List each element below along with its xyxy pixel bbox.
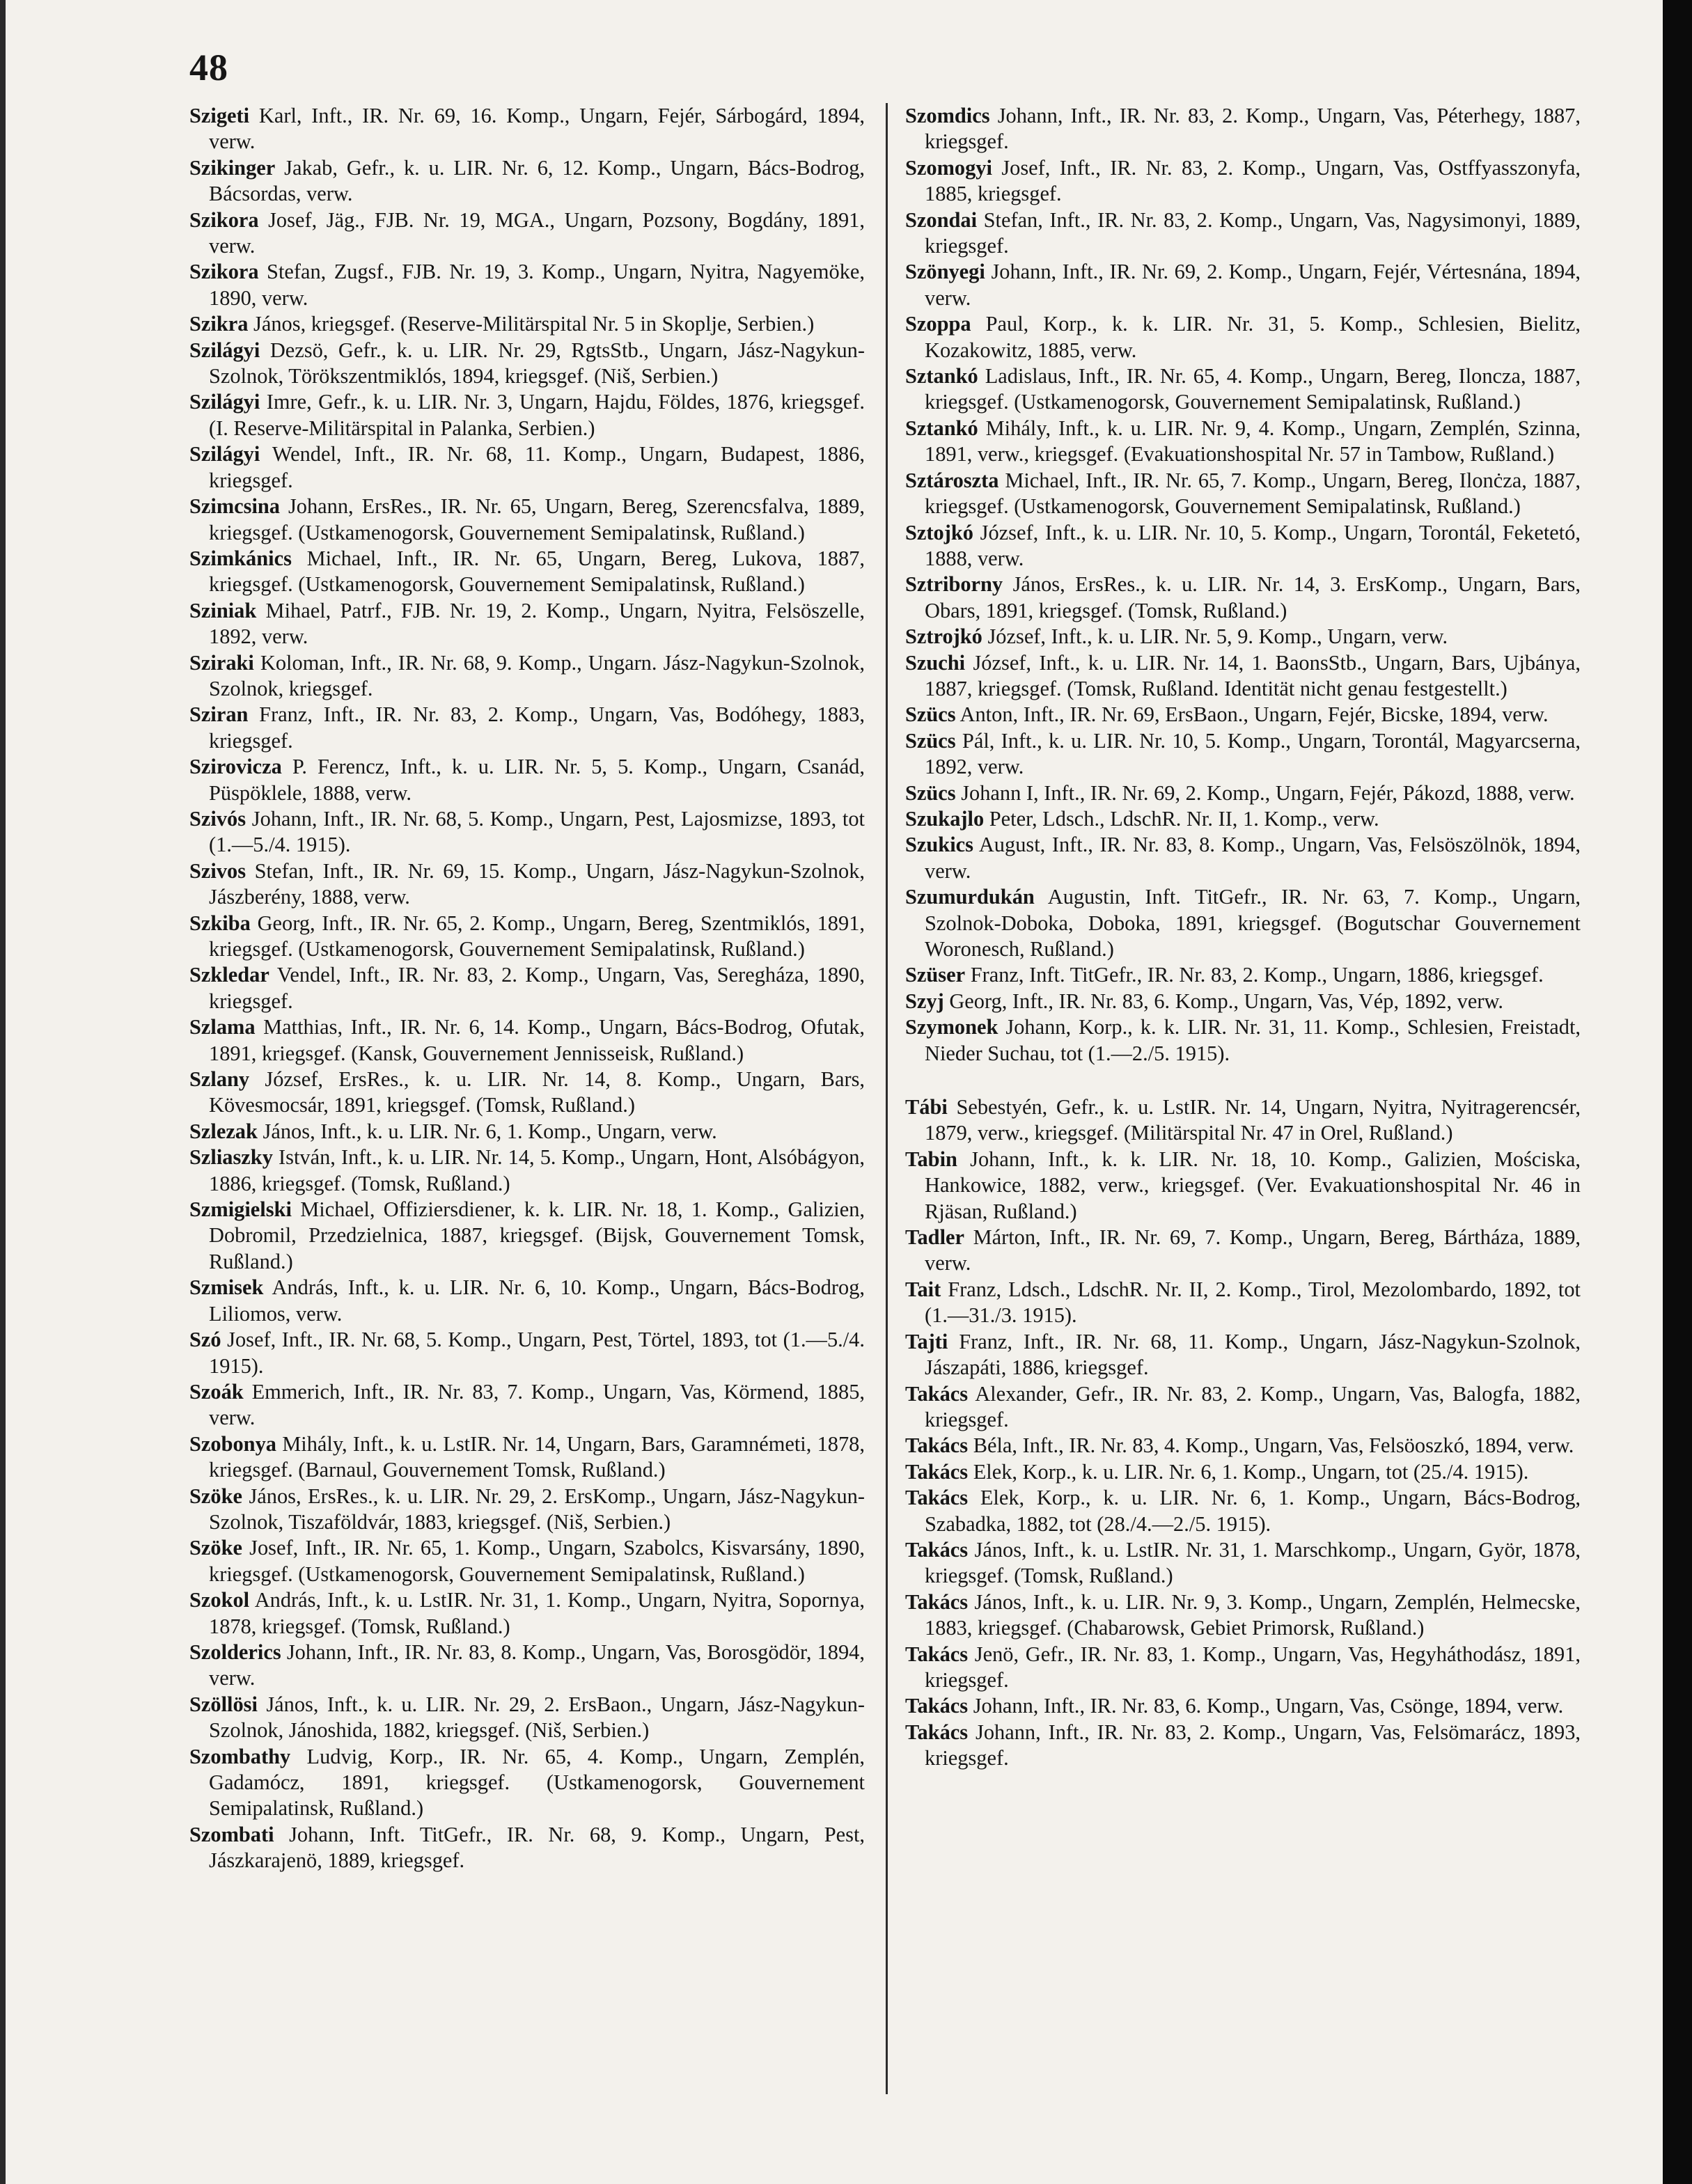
- entry-details: András, Inft., k. u. LstIR. Nr. 31, 1. Komp., Ungarn, Nyitra, Sopornya, 1878, kriegsgef. (Tomsk, Rußland.): [209, 1588, 865, 1638]
- register-entry: [905, 1433, 1581, 1459]
- register-entry: [905, 1277, 1581, 1329]
- register-entry: [905, 1537, 1581, 1589]
- register-entry: [189, 1067, 865, 1119]
- register-entry: [189, 598, 865, 650]
- register-entry: [905, 962, 1581, 988]
- register-entry: [905, 1094, 1581, 1147]
- entry-surname: Takács: [905, 1589, 969, 1614]
- entry-surname: Takács: [905, 1642, 969, 1666]
- register-entry: [189, 702, 865, 754]
- register-entry: [189, 103, 865, 155]
- register-entry: [189, 1744, 865, 1822]
- entry-surname: Takács: [905, 1486, 969, 1510]
- entry-surname: Szücs: [905, 728, 956, 753]
- register-entry: [905, 1225, 1581, 1277]
- register-entry: [189, 1379, 865, 1431]
- entry-surname: Tadler: [905, 1225, 964, 1250]
- entry-details: Márton, Inft., IR. Nr. 69, 7. Komp., Ungarn, Bereg, Bártháza, 1889, verw.: [925, 1225, 1581, 1275]
- register-entry: [189, 1275, 865, 1327]
- entry-surname: Szivós: [189, 806, 246, 831]
- register-entry: [905, 1459, 1581, 1485]
- entry-details: Johann, Inft., IR. Nr. 83, 2. Komp., Ungarn, Vas, Felsömarácz, 1893, kriegsgef.: [925, 1720, 1581, 1770]
- entry-surname: Takács: [905, 1459, 969, 1484]
- entry-details: Elek, Korp., k. u. LIR. Nr. 6, 1. Komp., Ungarn, Bács-Bodrog, Szabadka, 1882, tot (28./4.—2./5. 1915).: [925, 1486, 1581, 1536]
- register-entry: [905, 832, 1581, 884]
- entry-surname: Sztrojkó: [905, 624, 982, 649]
- entry-details: Franz, Ldsch., LdschR. Nr. II, 2. Komp., Tirol, Mezolombardo, 1892, tot (1.—31./3. 1915).: [925, 1277, 1581, 1328]
- register-entry: [189, 441, 865, 494]
- register-entry: [189, 754, 865, 806]
- entry-details: Augustin, Inft. TitGefr., IR. Nr. 63, 7. Komp., Ungarn, Szolnok-Doboka, Doboka, 1891, kriegsgef. (Bogutschar Gouvernement Woronesch, Rußland.): [925, 885, 1581, 961]
- register-entry: [189, 1327, 865, 1379]
- register-entry: [905, 103, 1581, 155]
- entry-details: Johann, Inft., IR. Nr. 83, 8. Komp., Ungarn, Vas, Borosgödör, 1894, verw.: [209, 1640, 865, 1690]
- register-entry: [189, 546, 865, 598]
- register-entry: [905, 311, 1581, 363]
- entry-details: Mihael, Patrf., FJB. Nr. 19, 2. Komp., Ungarn, Nyitra, Felsöszelle, 1892, verw.: [209, 598, 865, 649]
- entry-details: Peter, Ldsch., LdschR. Nr. II, 1. Komp., verw.: [989, 806, 1379, 831]
- entry-details: András, Inft., k. u. LIR. Nr. 6, 10. Komp., Ungarn, Bács-Bodrog, Liliomos, verw.: [209, 1275, 865, 1326]
- register-entry: [905, 624, 1581, 650]
- section-gap: [905, 1067, 1581, 1094]
- entry-surname: Takács: [905, 1433, 969, 1458]
- entry-surname: Szó: [189, 1328, 221, 1352]
- register-entry: [189, 1640, 865, 1692]
- entry-surname: Szobonya: [189, 1431, 276, 1456]
- entry-details: Jakab, Gefr., k. u. LIR. Nr. 6, 12. Komp., Ungarn, Bács-Bodrog, Bácsordas, verw.: [209, 155, 865, 206]
- entry-details: Michael, Inft., IR. Nr. 65, 7. Komp., Ungarn, Bereg, Ilonċza, 1887, kriegsgef. (Ustkamenogorsk, Gouvernement Semipalatinsk, Rußland.): [925, 468, 1581, 519]
- entry-details: Josef, Jäg., FJB. Nr. 19, MGA., Ungarn, Pozsony, Bogdány, 1891, verw.: [209, 207, 865, 258]
- entry-surname: Sztriborny: [905, 572, 1003, 597]
- entry-details: Johann, ErsRes., IR. Nr. 65, Ungarn, Bereg, Szerencsfalva, 1889, kriegsgef. (Ustkamenogorsk, Gouvernement Semipalatinsk, Rußland.): [209, 494, 865, 544]
- register-entry: [189, 155, 865, 207]
- entry-details: Ladislaus, Inft., IR. Nr. 65, 4. Komp., Ungarn, Bereg, Iloncza, 1887, kriegsgef. (Ustkamenogorsk, Gouvernement Semipalatinsk, Rußland.): [925, 364, 1581, 414]
- entry-surname: Szolderics: [189, 1640, 281, 1664]
- register-entry: [905, 1589, 1581, 1642]
- register-entry: [905, 989, 1581, 1014]
- entry-details: Vendel, Inft., IR. Nr. 83, 2. Komp., Ungarn, Vas, Seregháza, 1890, kriegsgef.: [209, 963, 865, 1013]
- entry-details: János, kriegsgef. (Reserve-Militärspital Nr. 5 in Skoplje, Serbien.): [253, 312, 815, 336]
- register-entry: [905, 363, 1581, 416]
- entry-surname: Szondai: [905, 207, 978, 232]
- entry-details: János, ErsRes., k. u. LIR. Nr. 29, 2. ErsKomp., Ungarn, Jász-Nagykun-Szolnok, Tiszaföldvár, 1883, kriegsgef. (Niš, Serbien.): [209, 1484, 865, 1534]
- scan-edge-left: [0, 0, 6, 2184]
- entry-surname: Szivos: [189, 858, 246, 883]
- register-entry: [905, 1642, 1581, 1694]
- right-column: [905, 103, 1581, 1772]
- entry-details: Karl, Inft., IR. Nr. 69, 16. Komp., Ungarn, Fejér, Sárbogárd, 1894, verw.: [209, 104, 865, 154]
- register-entry: [905, 1014, 1581, 1067]
- entry-details: János, Inft., k. u. LIR. Nr. 9, 3. Komp., Ungarn, Zemplén, Helmecske, 1883, kriegsgef. (Chabarowsk, Gebiet Primorsk, Rußland.): [925, 1589, 1581, 1640]
- register-entry: [905, 1720, 1581, 1772]
- entry-surname: Szlama: [189, 1015, 256, 1039]
- entry-surname: Szilágyi: [189, 338, 260, 362]
- register-entry: [189, 338, 865, 390]
- entry-details: Johann, Inft., IR. Nr. 83, 6. Komp., Ungarn, Vas, Csönge, 1894, verw.: [973, 1694, 1564, 1718]
- entry-details: Johann, Inft., k. k. LIR. Nr. 18, 10. Komp., Galizien, Mościska, Hankowice, 1882, verw., kriegsgef. (Ver. Evakuationshospital Nr. 46 in Rjäsan, Rußland.): [925, 1147, 1581, 1223]
- register-entry: [905, 259, 1581, 311]
- entry-surname: Szoák: [189, 1379, 244, 1404]
- register-entry: [189, 1692, 865, 1744]
- entry-surname: Szyj: [905, 989, 944, 1013]
- entry-surname: Szoppa: [905, 312, 971, 336]
- entry-details: Sebestyén, Gefr., k. u. LstIR. Nr. 14, Ungarn, Nyitra, Nyitragerencsér, 1879, verw., kriegsgef. (Militärspital Nr. 47 in Orel, Rußland.): [925, 1095, 1581, 1145]
- entry-surname: Szilágyi: [189, 390, 260, 414]
- entry-surname: Sztankó: [905, 416, 978, 440]
- entry-details: Jenö, Gefr., IR. Nr. 83, 1. Komp., Ungarn, Vas, Hegyháthodász, 1891, kriegsgef.: [925, 1642, 1581, 1692]
- register-entry: [905, 1329, 1581, 1381]
- entry-surname: Sztojkó: [905, 520, 973, 544]
- register-entry: [189, 806, 865, 858]
- entry-surname: Szikinger: [189, 155, 276, 180]
- entry-details: Alexander, Gefr., IR. Nr. 83, 2. Komp., Ungarn, Vas, Balogfa, 1882, kriegsgef.: [925, 1381, 1581, 1431]
- entry-surname: Szücs: [905, 780, 956, 805]
- entry-details: Johann, Korp., k. k. LIR. Nr. 31, 11. Komp., Schlesien, Freistadt, Nieder Suchau, tot (1.—2./5. 1915).: [925, 1015, 1581, 1065]
- entry-surname: Szomogyi: [905, 155, 992, 180]
- entry-surname: Szöllösi: [189, 1692, 258, 1716]
- entry-details: Georg, Inft., IR. Nr. 65, 2. Komp., Ungarn, Bereg, Szentmiklós, 1891, kriegsgef. (Ustkamenogorsk, Gouvernement Semipalatinsk, Rußland.): [209, 911, 865, 961]
- entry-surname: Szüser: [905, 963, 966, 987]
- entry-surname: Szigeti: [189, 104, 250, 127]
- register-entry: [189, 858, 865, 911]
- entry-details: Johann, Inft., IR. Nr. 83, 2. Komp., Ungarn, Vas, Péterhegy, 1887, kriegsgef.: [925, 104, 1581, 154]
- register-entry: [189, 1119, 865, 1145]
- entry-surname: Sztankó: [905, 364, 978, 388]
- entry-details: Johann, Inft., IR. Nr. 69, 2. Komp., Ungarn, Fejér, Vértesnána, 1894, verw.: [925, 260, 1581, 310]
- entry-details: János, Inft., k. u. LIR. Nr. 29, 2. ErsBaon., Ungarn, Jász-Nagykun-Szolnok, Jánoshida, 1882, kriegsgef. (Niš, Serbien.): [209, 1692, 865, 1743]
- entry-details: Paul, Korp., k. k. LIR. Nr. 31, 5. Komp., Schlesien, Bielitz, Kozakowitz, 1885, verw.: [925, 312, 1581, 362]
- register-entry: [905, 1381, 1581, 1433]
- entry-surname: Sziniak: [189, 598, 257, 622]
- entry-details: P. Ferencz, Inft., k. u. LIR. Nr. 5, 5. Komp., Ungarn, Csanád, Püspöklele, 1888, verw.: [209, 755, 865, 805]
- entry-details: Josef, Inft., IR. Nr. 65, 1. Komp., Ungarn, Szabolcs, Kisvarsány, 1890, kriegsgef. (Ustkamenogorsk, Gouvernement Semipalatinsk, Rußland.): [209, 1536, 865, 1586]
- entry-surname: Szombathy: [189, 1744, 291, 1768]
- entry-details: József, Inft., k. u. LIR. Nr. 10, 5. Komp., Ungarn, Torontál, Feketetó, 1888, verw.: [925, 520, 1581, 570]
- entry-details: Koloman, Inft., IR. Nr. 68, 9. Komp., Ungarn. Jász-Nagykun-Szolnok, Szolnok, kriegsgef.: [209, 650, 865, 700]
- register-entry: [189, 1145, 865, 1197]
- entry-surname: Szöke: [189, 1536, 242, 1560]
- entry-details: Stefan, Zugsf., FJB. Nr. 19, 3. Komp., Ungarn, Nyitra, Nagyemöke, 1890, verw.: [209, 260, 865, 310]
- register-entry: [189, 911, 865, 963]
- entry-details: János, ErsRes., k. u. LIR. Nr. 14, 3. ErsKomp., Ungarn, Bars, Obars, 1891, kriegsgef. (Tomsk, Rußland.): [925, 572, 1581, 622]
- register-entry: [189, 1431, 865, 1484]
- register-entry: [189, 494, 865, 546]
- entry-details: József, Inft., k. u. LIR. Nr. 5, 9. Komp., Ungarn, verw.: [987, 624, 1448, 649]
- entry-surname: Szlany: [189, 1067, 250, 1092]
- entry-details: Franz, Inft. TitGefr., IR. Nr. 83, 2. Komp., Ungarn, 1886, kriegsgef.: [970, 963, 1544, 987]
- entry-details: Michael, Inft., IR. Nr. 65, Ungarn, Bereg, Lukova, 1887, kriegsgef. (Ustkamenogorsk, Gouvernement Semipalatinsk, Rußland.): [209, 546, 865, 597]
- entry-surname: Szöke: [189, 1484, 242, 1508]
- entry-details: István, Inft., k. u. LIR. Nr. 14, 5. Komp., Ungarn, Hont, Alsóbágyon, 1886, kriegsgef. (Tomsk, Rußland.): [209, 1145, 865, 1195]
- register-entry: [905, 728, 1581, 780]
- register-entry: [905, 1485, 1581, 1537]
- entry-surname: Szirovicza: [189, 755, 282, 779]
- entry-details: Dezsö, Gefr., k. u. LIR. Nr. 29, RgtsStb., Ungarn, Jász-Nagykun-Szolnok, Törökszentmiklós, 1894, kriegsgef. (Niš, Serbien.): [209, 338, 865, 388]
- register-entry: [905, 884, 1581, 962]
- entry-details: János, Inft., k. u. LstIR. Nr. 31, 1. Marschkomp., Ungarn, Györ, 1878, kriegsgef. (Tomsk, Rußland.): [925, 1537, 1581, 1588]
- section-sz: [905, 103, 1581, 1067]
- entry-details: Matthias, Inft., IR. Nr. 6, 14. Komp., Ungarn, Bács-Bodrog, Ofutak, 1891, kriegsgef. (Kansk, Gouvernement Jennisseisk, Rußland.): [209, 1015, 865, 1065]
- register-entry: [905, 520, 1581, 572]
- register-entry: [905, 650, 1581, 702]
- entry-details: Franz, Inft., IR. Nr. 68, 11. Komp., Ungarn, Jász-Nagykun-Szolnok, Jászapáti, 1886, kriegsgef.: [925, 1329, 1581, 1380]
- register-entry: [905, 207, 1581, 260]
- entry-surname: Tajti: [905, 1329, 948, 1353]
- register-entry: [905, 1693, 1581, 1719]
- entry-surname: Szikora: [189, 207, 259, 232]
- entry-details: Béla, Inft., IR. Nr. 83, 4. Komp., Ungarn, Vas, Felsöoszkó, 1894, verw.: [973, 1433, 1574, 1458]
- entry-details: József, Inft., k. u. LIR. Nr. 14, 1. BaonsStb., Ungarn, Bars, Ujbánya, 1887, kriegsgef. (Tomsk, Rußland. Identität nicht genau festgestellt.): [925, 650, 1581, 700]
- entry-surname: Tabin: [905, 1147, 957, 1171]
- entry-surname: Szilágyi: [189, 442, 260, 466]
- register-entry: [905, 1147, 1581, 1225]
- register-entry: [905, 806, 1581, 832]
- entry-surname: Szomdics: [905, 104, 990, 127]
- entry-surname: Szkiba: [189, 911, 251, 935]
- entry-surname: Szmigielski: [189, 1197, 292, 1222]
- register-entry: [189, 1587, 865, 1640]
- register-entry: [905, 702, 1581, 728]
- entry-surname: Szombati: [189, 1822, 274, 1846]
- entry-surname: Sztároszta: [905, 468, 999, 492]
- entry-surname: Szlezak: [189, 1119, 258, 1143]
- entry-details: August, Inft., IR. Nr. 83, 8. Komp., Ungarn, Vas, Felsöszölnök, 1894, verw.: [925, 833, 1581, 883]
- entry-details: Josef, Inft., IR. Nr. 83, 2. Komp., Ungarn, Vas, Ostffyasszonyfa, 1885, kriegsgef.: [925, 155, 1581, 206]
- entry-surname: Szmisek: [189, 1275, 264, 1300]
- register-entry: [905, 155, 1581, 207]
- entry-details: Pál, Inft., k. u. LIR. Nr. 10, 5. Komp., Ungarn, Torontál, Magyarcserna, 1892, verw.: [925, 728, 1581, 779]
- entry-surname: Tábi: [905, 1095, 948, 1120]
- entry-details: Johann, Inft. TitGefr., IR. Nr. 68, 9. Komp., Ungarn, Pest, Jászkarajenö, 1889, kriegsgef.: [209, 1822, 865, 1873]
- entry-details: Georg, Inft., IR. Nr. 83, 6. Komp., Ungarn, Vas, Vép, 1892, verw.: [949, 989, 1504, 1013]
- register-entry: [189, 650, 865, 702]
- entry-surname: Takács: [905, 1381, 969, 1406]
- entry-surname: Szücs: [905, 702, 956, 727]
- entry-details: Imre, Gefr., k. u. LIR. Nr. 3, Ungarn, Hajdu, Földes, 1876, kriegsgef. (I. Reserve-Militärspital in Palanka, Serbien.): [209, 390, 865, 440]
- entry-surname: Sziran: [189, 702, 249, 727]
- register-entry: [905, 572, 1581, 624]
- entry-details: Wendel, Inft., IR. Nr. 68, 11. Komp., Ungarn, Budapest, 1886, kriegsgef.: [209, 442, 865, 492]
- entry-surname: Szönyegi: [905, 260, 985, 284]
- entry-surname: Sziraki: [189, 650, 254, 675]
- entry-details: Michael, Offiziersdiener, k. k. LIR. Nr. 18, 1. Komp., Galizien, Dobromil, Przedzielnica, 1887, kriegsgef. (Bijsk, Gouvernement Tomsk, Rußland.): [209, 1197, 865, 1273]
- register-entry: [189, 1822, 865, 1874]
- register-entry: [189, 1484, 865, 1536]
- register-entry: [905, 780, 1581, 806]
- entry-details: Johann, Inft., IR. Nr. 68, 5. Komp., Ungarn, Pest, Lajosmizse, 1893, tot (1.—5./4. 1915).: [209, 806, 865, 857]
- entry-surname: Szkledar: [189, 963, 269, 987]
- left-column: [189, 103, 865, 1874]
- entry-surname: Szumurdukán: [905, 885, 1035, 909]
- page-number: 48: [189, 47, 228, 88]
- entry-details: János, Inft., k. u. LIR. Nr. 6, 1. Komp., Ungarn, verw.: [263, 1119, 717, 1143]
- entry-surname: Szimcsina: [189, 494, 281, 519]
- register-entry: [189, 311, 865, 337]
- entry-details: Josef, Inft., IR. Nr. 68, 5. Komp., Ungarn, Pest, Törtel, 1893, tot (1.—5./4. 1915).: [209, 1328, 865, 1378]
- entry-surname: Tait: [905, 1277, 941, 1301]
- entry-surname: Szukics: [905, 833, 973, 857]
- entry-surname: Takács: [905, 1694, 969, 1718]
- entry-surname: Szimkánics: [189, 546, 292, 570]
- entry-details: Mihály, Inft., k. u. LstIR. Nr. 14, Ungarn, Bars, Garamnémeti, 1878, kriegsgef. (Barnaul, Gouvernement Tomsk, Rußland.): [209, 1431, 865, 1482]
- entry-details: Franz, Inft., IR. Nr. 83, 2. Komp., Ungarn, Vas, Bodóhegy, 1883, kriegsgef.: [209, 702, 865, 753]
- register-entry: [189, 962, 865, 1014]
- entry-surname: Szokol: [189, 1588, 250, 1612]
- entry-surname: Szuchi: [905, 650, 966, 675]
- entry-details: Johann I, Inft., IR. Nr. 69, 2. Komp., Ungarn, Fejér, Pákozd, 1888, verw.: [961, 780, 1575, 805]
- register-entry: [189, 207, 865, 260]
- entry-details: Elek, Korp., k. u. LIR. Nr. 6, 1. Komp., Ungarn, tot (25./4. 1915).: [973, 1459, 1529, 1484]
- entry-details: Ludvig, Korp., IR. Nr. 65, 4. Komp., Ungarn, Zemplén, Gadamócz, 1891, kriegsgef. (Ustkamenogorsk, Gouvernement Semipalatinsk, Rußland.): [209, 1744, 865, 1821]
- entry-surname: Szukajlo: [905, 806, 985, 831]
- entry-details: Stefan, Inft., IR. Nr. 69, 15. Komp., Ungarn, Jász-Nagykun-Szolnok, Jászberény, 1888, verw.: [209, 858, 865, 909]
- section-t: [905, 1094, 1581, 1772]
- register-entry: [189, 389, 865, 441]
- register-entry: [905, 468, 1581, 520]
- register-entry: [905, 416, 1581, 468]
- entry-surname: Takács: [905, 1537, 969, 1562]
- register-entry: [189, 1014, 865, 1067]
- entry-surname: Takács: [905, 1720, 969, 1744]
- scan-edge-right: [1663, 0, 1692, 2184]
- register-entry: [189, 259, 865, 311]
- column-divider: [886, 103, 888, 2094]
- register-entry: [189, 1197, 865, 1275]
- register-entry: [189, 1535, 865, 1587]
- entry-surname: Szikora: [189, 260, 259, 284]
- entry-details: József, ErsRes., k. u. LIR. Nr. 14, 8. Komp., Ungarn, Bars, Kövesmocsár, 1891, kriegsgef. (Tomsk, Rußland.): [209, 1067, 865, 1117]
- entry-details: Anton, Inft., IR. Nr. 69, ErsBaon., Ungarn, Fejér, Bicske, 1894, verw.: [959, 702, 1549, 727]
- entry-details: Stefan, Inft., IR. Nr. 83, 2. Komp., Ungarn, Vas, Nagysimonyi, 1889, kriegsgef.: [925, 207, 1581, 258]
- entry-details: Mihály, Inft., k. u. LIR. Nr. 9, 4. Komp., Ungarn, Zemplén, Szinna, 1891, verw., kriegsgef. (Evakuationshospital Nr. 57 in Tambow, Rußland.): [925, 416, 1581, 466]
- entry-details: Emmerich, Inft., IR. Nr. 83, 7. Komp., Ungarn, Vas, Körmend, 1885, verw.: [209, 1379, 865, 1430]
- entry-surname: Szliaszky: [189, 1145, 273, 1170]
- entry-surname: Szymonek: [905, 1015, 998, 1039]
- entry-surname: Szikra: [189, 312, 249, 336]
